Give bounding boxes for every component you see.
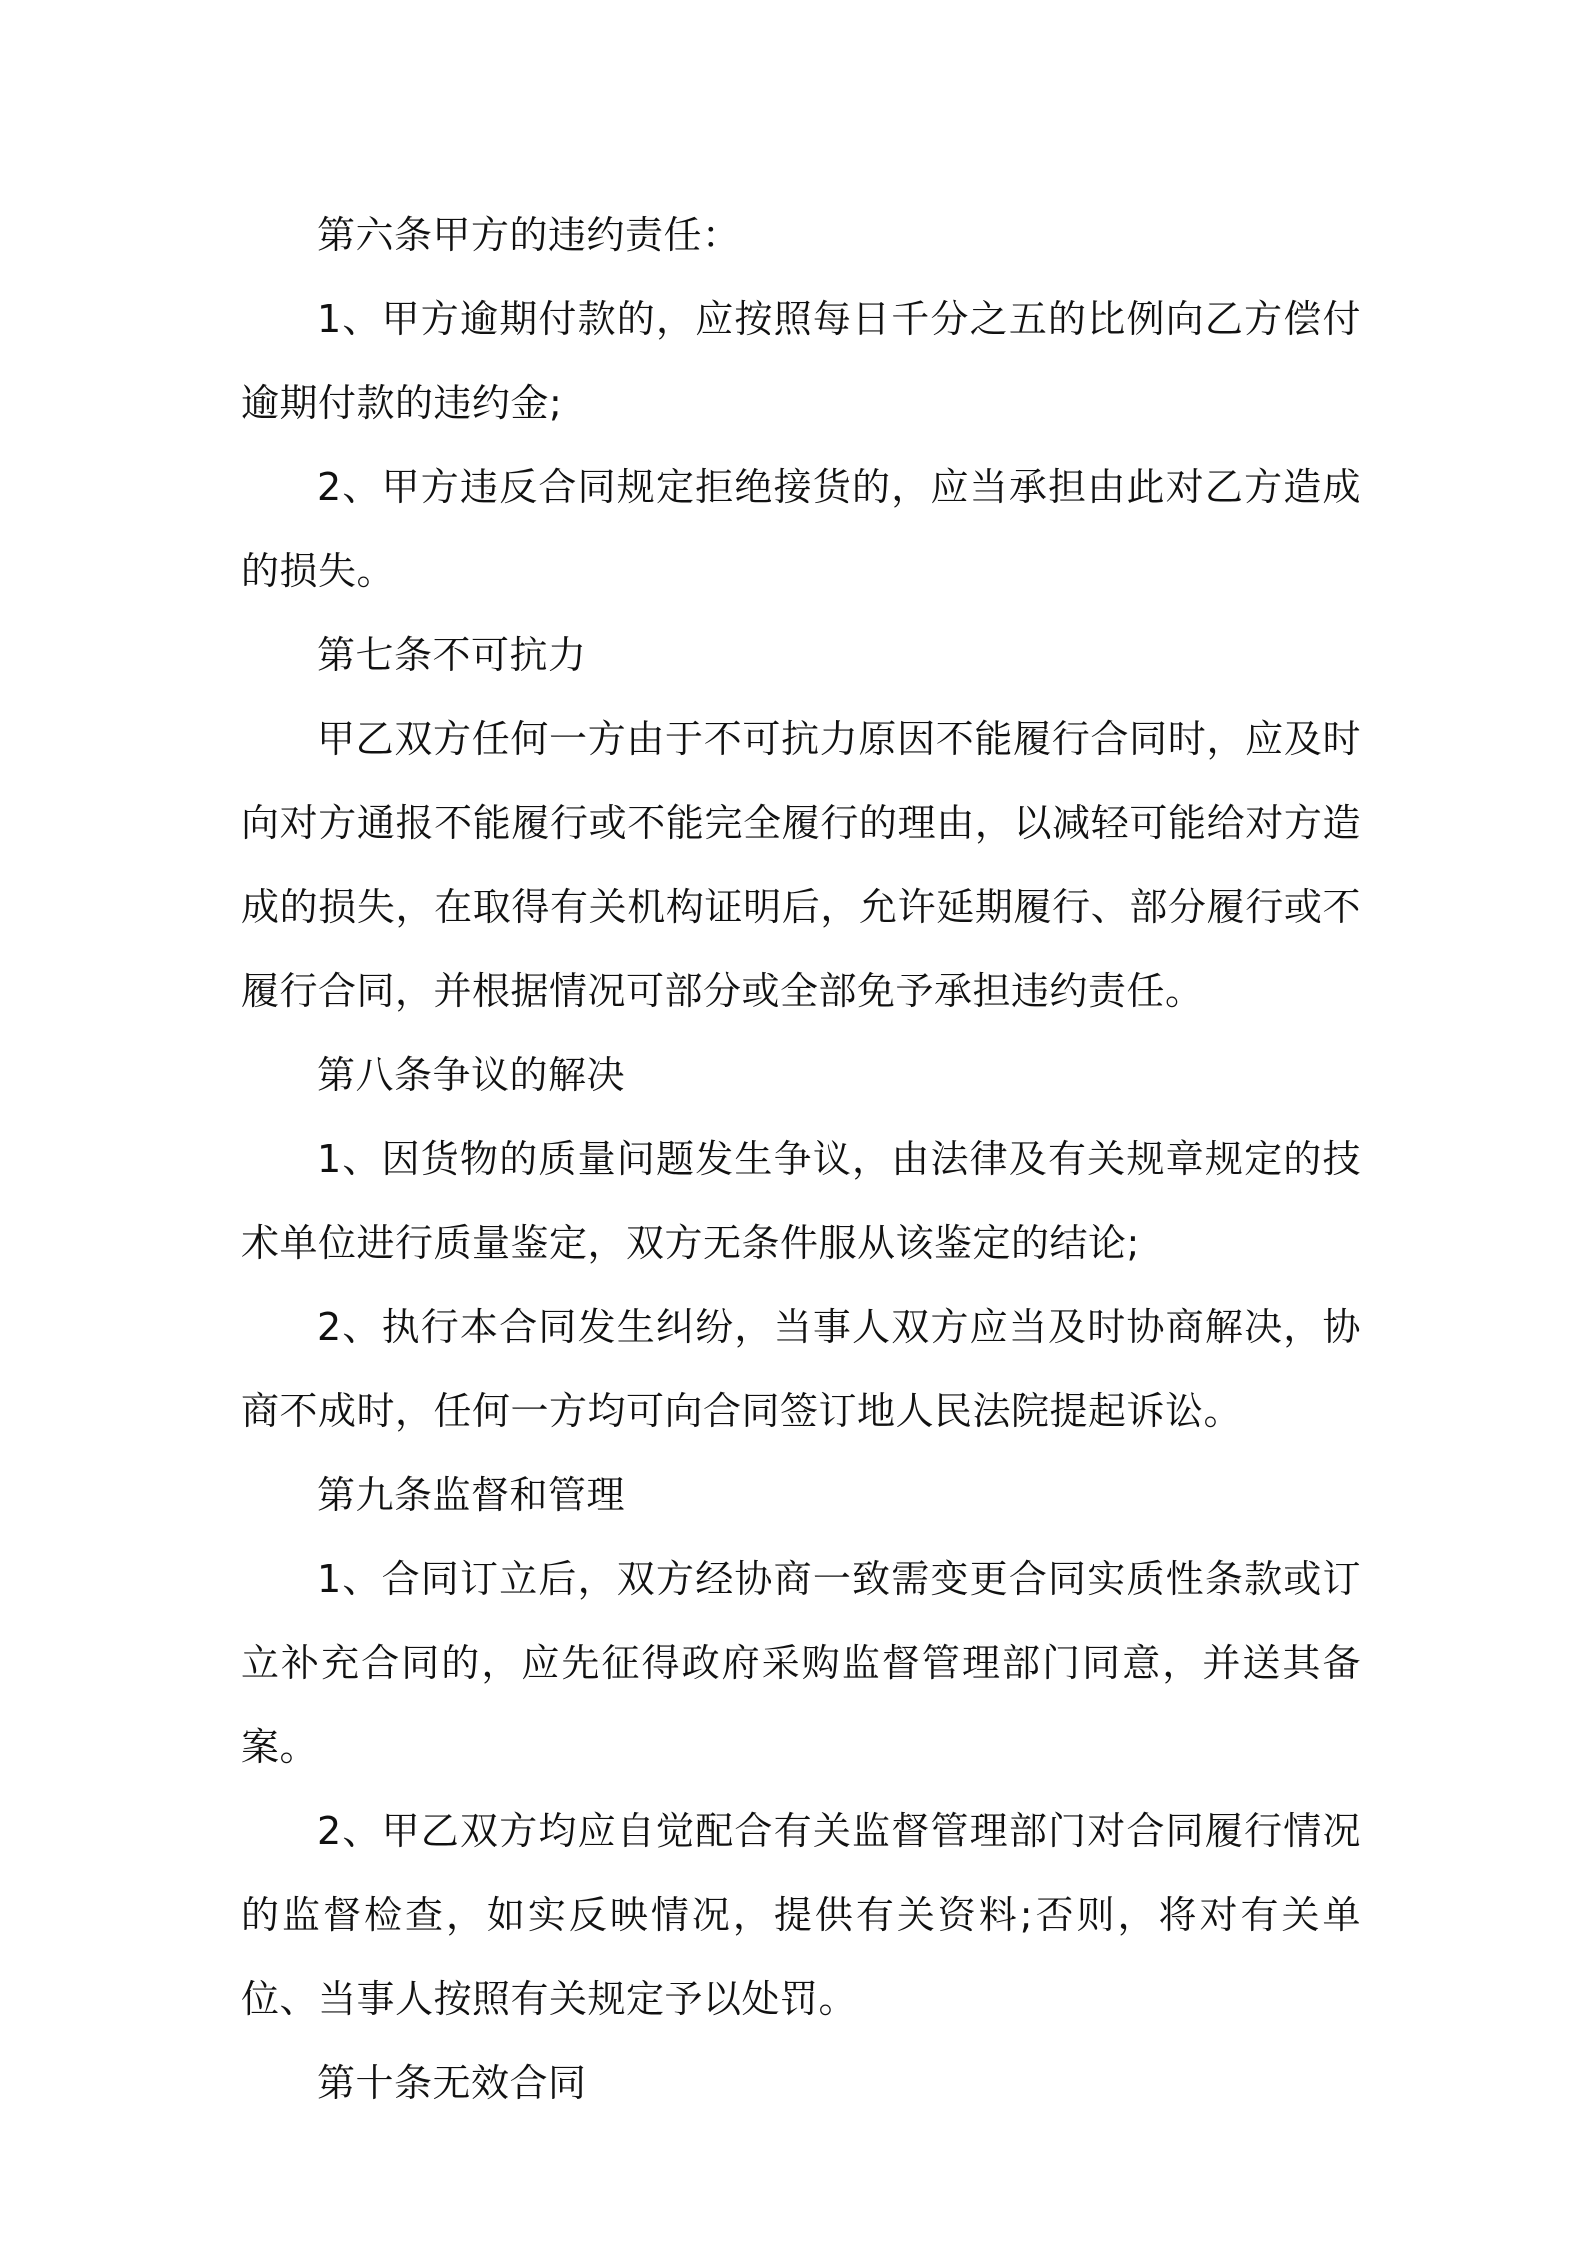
paragraph: 2、甲方违反合同规定拒绝接货的，应当承担由此对乙方造成的损失。 [241, 465, 1361, 593]
paragraph: 1、合同订立后，双方经协商一致需变更合同实质性条款或订立补充合同的，应先征得政府采购监督管理部门同意，并送其备案。 [241, 1557, 1361, 1769]
paragraph: 2、甲乙双方均应自觉配合有关监督管理部门对合同履行情况的监督检查，如实反映情况，提供有关资料;否则，将对有关单位、当事人按照有关规定予以处罚。 [241, 1809, 1361, 2021]
paragraph: 甲乙双方任何一方由于不可抗力原因不能履行合同时，应及时向对方通报不能履行或不能完全履行的理由，以减轻可能给对方造成的损失，在取得有关机构证明后，允许延期履行、部分履行或不履行合同，并根据情况可部分或全部免予承担违约责任。 [241, 717, 1361, 1013]
paragraph: 1、因货物的质量问题发生争议，由法律及有关规章规定的技术单位进行质量鉴定，双方无条件服从该鉴定的结论; [241, 1137, 1361, 1265]
section-heading: 第八条争议的解决 [317, 1053, 626, 1097]
paragraph: 1、甲方逾期付款的，应按照每日千分之五的比例向乙方偿付逾期付款的违约金; [241, 297, 1361, 425]
paragraph: 2、执行本合同发生纠纷，当事人双方应当及时协商解决，协商不成时，任何一方均可向合同签订地人民法院提起诉讼。 [241, 1305, 1361, 1433]
section-heading: 第十条无效合同 [317, 2061, 587, 2105]
section-heading: 第九条监督和管理 [317, 1473, 626, 1517]
document-body [241, 193, 1361, 2125]
section-heading: 第六条甲方的违约责任： [317, 213, 741, 257]
section-heading: 第七条不可抗力 [317, 633, 587, 677]
